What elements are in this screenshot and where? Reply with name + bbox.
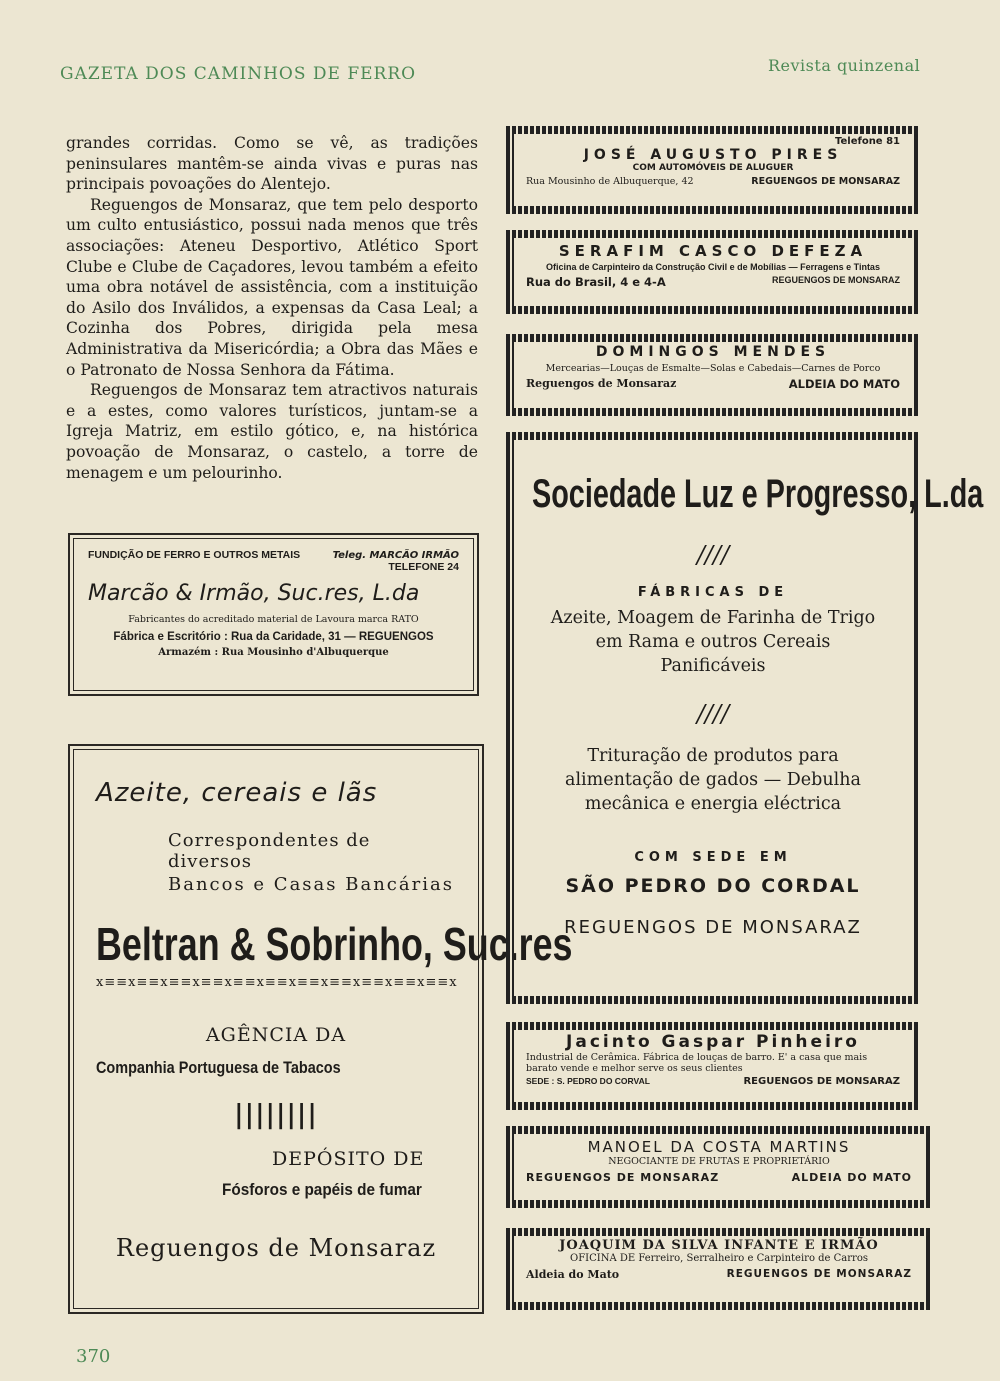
- ad-pinheiro-line1: Industrial de Cerâmica. Fábrica de louças de barro. E' a casa que mais barato vende e melhor serve os seus clientes: [526, 1052, 868, 1074]
- ad-mendes-name: DOMINGOS MENDES: [595, 344, 831, 360]
- ad-sociedade-place1: SÃO PEDRO DO CORDAL: [565, 875, 861, 897]
- ad-mendes-line1: Mercearias—Louças de Esmalte—Solas e Cabedais—Carnes de Porco: [545, 363, 881, 374]
- ad-sociedade-seat: COM SEDE EM: [634, 850, 792, 865]
- ad-marcao-line2: Fábrica e Escritório : Rua da Caridade, 31 — REGUENGOS: [113, 631, 434, 643]
- ad-pinheiro-town: REGUENGOS DE MONSARAZ: [743, 1076, 900, 1087]
- ad-marcao: [68, 533, 479, 696]
- ad-sociedade-name: Sociedade Luz e Progresso, L.da: [532, 472, 984, 516]
- ad-infante-right: REGUENGOS DE MONSARAZ: [726, 1268, 912, 1280]
- ad-infante: [506, 1228, 932, 1310]
- ad-marcao-line3: Armazém : Rua Mousinho d'Albuquerque: [158, 647, 389, 658]
- ad-sociedade-p1: Azeite, Moagem de Farinha de Trigo em Rama e outros Cereais Panificáveis: [550, 608, 876, 676]
- journal-subtitle: Revista quinzenal: [768, 56, 921, 75]
- ad-beltran-agency: AGÊNCIA DA: [205, 1024, 347, 1046]
- ad-sociedade-place2: REGUENGOS DE MONSARAZ: [564, 917, 862, 938]
- ad-defeza: [506, 230, 920, 314]
- ad-pires: [506, 126, 920, 214]
- ad-sociedade-sep2: ////: [696, 700, 730, 728]
- ad-martins-right: ALDEIA DO MATO: [791, 1171, 912, 1184]
- ad-infante-sub: OFICINA DE Ferreiro, Serralheiro e Carpinteiro de Carros: [570, 1253, 868, 1264]
- ad-pinheiro-seat: SEDE : S. PEDRO DO CORVAL: [526, 1076, 650, 1086]
- paragraph: Reguengos de Monsaraz tem atractivos naturais e a estes, como valores turísticos, juntam-se a Igreja Matriz, em estilo gótico, e, na histórica povoação de Monsaraz, o castelo, a torre de menagem e um pelourinho.: [66, 381, 478, 482]
- ad-beltran-rule: x≡≡x≡≡x≡≡x≡≡x≡≡x≡≡x≡≡x≡≡x≡≡x≡≡x≡≡x: [96, 975, 458, 990]
- ad-pires-phone: Telefone 81: [834, 136, 900, 147]
- ad-defeza-line1: Oficina de Carpinteiro da Construção Civil e de Mobílias — Ferragens e Tintas: [546, 262, 880, 272]
- ad-marcao-foundry: FUNDIÇÃO DE FERRO E OUTROS METAIS: [88, 549, 301, 561]
- ad-marcao-phone: TELEFONE 24: [388, 561, 459, 573]
- ad-defeza-name: SERAFIM CASCO DEFEZA: [558, 242, 868, 260]
- ad-martins-left: REGUENGOS DE MONSARAZ: [526, 1171, 720, 1184]
- ad-martins: [506, 1126, 932, 1208]
- ad-marcao-line1: Fabricantes do acreditado material de Lavoura marca RATO: [128, 614, 419, 625]
- ad-beltran-corr1: Correspondentes de diversos: [168, 830, 371, 872]
- ad-beltran-bars: ||||||||: [234, 1100, 318, 1130]
- ad-pires-sub: COM AUTOMÓVEIS DE ALUGUER: [632, 163, 794, 173]
- ad-beltran-company: Companhia Portuguesa de Tabacos: [96, 1058, 341, 1077]
- ad-beltran-deposit: DEPÓSITO DE: [272, 1148, 425, 1170]
- ad-pinheiro-name: Jacinto Gaspar Pinheiro: [566, 1032, 860, 1052]
- ad-beltran-deposit-items: Fósforos e papéis de fumar: [222, 1180, 422, 1199]
- ad-pinheiro: [506, 1022, 920, 1110]
- ad-martins-name: MANOEL DA COSTA MARTINS: [587, 1138, 851, 1156]
- ad-marcao-teleg: Teleg. MARCÃO IRMÃO: [332, 550, 459, 561]
- ad-defeza-town: REGUENGOS DE MONSARAZ: [771, 275, 900, 285]
- ad-sociedade-sep: ////: [696, 541, 730, 569]
- ad-beltran-place: Reguengos de Monsaraz: [115, 1234, 437, 1262]
- ad-martins-sub: NEGOCIANTE DE FRUTAS E PROPRIETÁRIO: [608, 1156, 830, 1167]
- ad-pires-address: Rua Mousinho de Albuquerque, 42: [526, 176, 694, 187]
- ad-infante-left: Aldeia do Mato: [526, 1268, 620, 1281]
- ad-mendes-left: Reguengos de Monsaraz: [526, 377, 677, 390]
- ad-infante-name: JOAQUIM DA SILVA INFANTE E IRMÃO: [559, 1238, 879, 1253]
- ad-sociedade: [506, 432, 984, 1004]
- ad-defeza-address: Rua do Brasil, 4 e 4-A: [526, 275, 666, 289]
- ad-pires-name: JOSÉ AUGUSTO PIRES: [583, 147, 843, 163]
- ad-beltran-corr2: Bancos e Casas Bancárias: [168, 874, 454, 895]
- ad-mendes-right: ALDEIA DO MATO: [788, 377, 900, 391]
- paragraph: Reguengos de Monsaraz, que tem pelo desporto um culto entusiástico, possui nada menos que três associações: Ateneu Desportivo, Atlético Sport Clube e Clube de Caçadores, levou também a efeito uma obra notável de assistência, com a instituição do Asilo dos Inválidos, a expensas da Casa Leal; a Cozinha dos Pobres, dirigida pela mesa Administrativa da Misericórdia; a Obra das Mães e o Patronato de Nossa Senhora da Fátima.: [66, 195, 478, 379]
- ad-sociedade-heading: FÁBRICAS DE: [637, 585, 789, 600]
- ad-sociedade-p2: Trituração de produtos para alimentação de gados — Debulha mecânica e energia eléctrica: [565, 746, 861, 814]
- ad-beltran-tagline: Azeite, cereais e lãs: [96, 778, 378, 808]
- page-number: 370: [76, 1346, 111, 1367]
- ad-mendes: [506, 334, 920, 416]
- paragraph: grandes corridas. Como se vê, as tradições peninsulares mantêm-se ainda vivas e puras nas principais povoações do Alentejo.: [66, 134, 478, 194]
- journal-title: GAZETA DOS CAMINHOS DE FERRO: [60, 64, 417, 84]
- article-text: [66, 133, 478, 483]
- ad-marcao-name: Marcão & Irmão, Suc.res, L.da: [88, 581, 420, 606]
- ad-beltran-name: Beltran & Sobrinho, Suc.res: [96, 918, 573, 970]
- ad-pires-town: REGUENGOS DE MONSARAZ: [751, 176, 900, 187]
